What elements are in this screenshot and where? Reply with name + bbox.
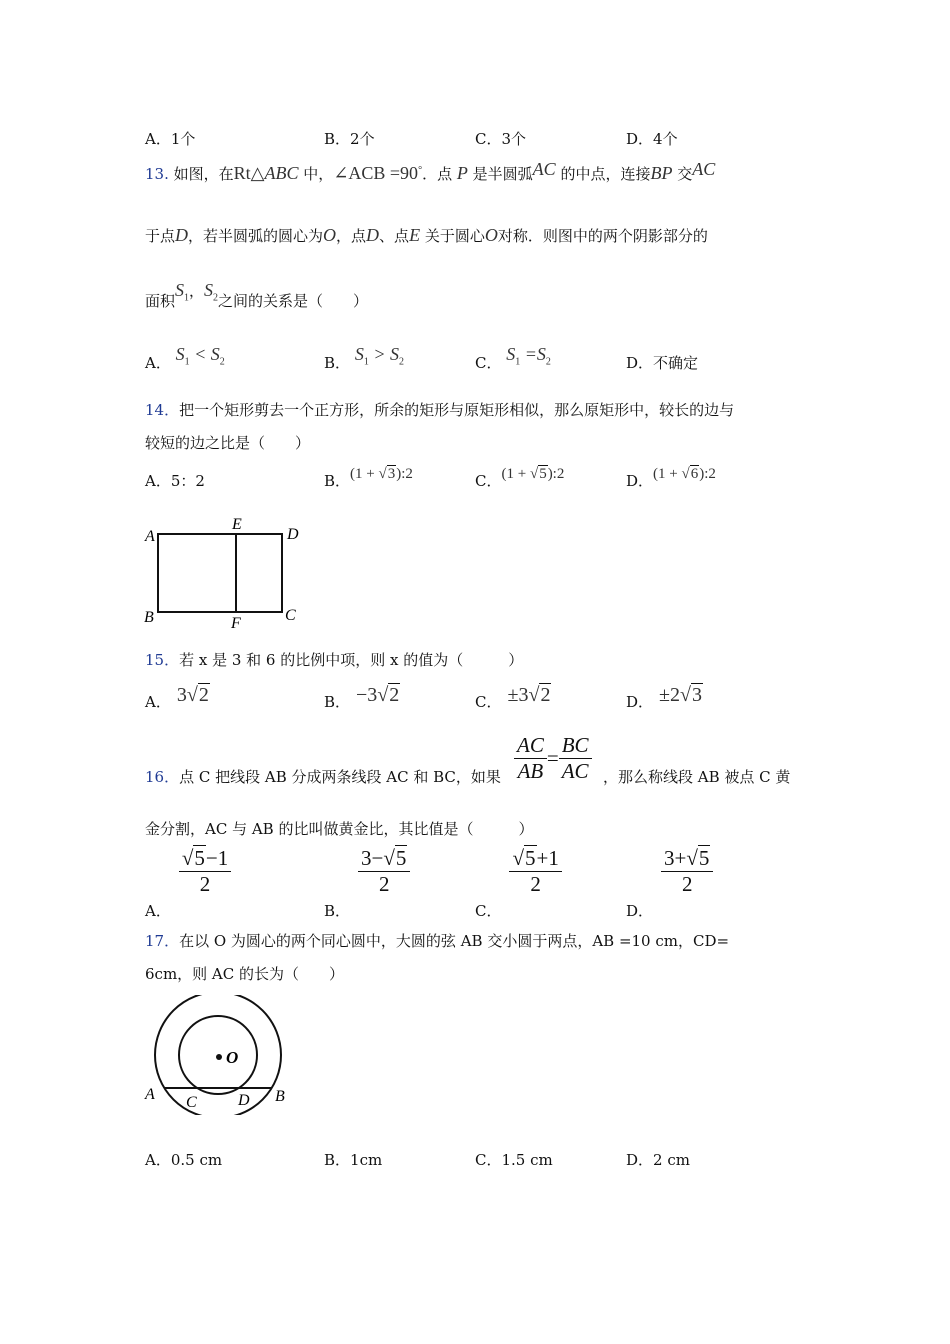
q13-number: 13. (145, 165, 169, 183)
q16-golden-ratio-formula: $\frac{AC}{AB}$ = $\frac{BC}{AC}$ (514, 733, 592, 784)
q13-text: 面积 (145, 292, 176, 310)
q14-text: 把一个矩形剪去一个正方形，所余的矩形与原矩形相似，那么原矩形中，较长的边与 (179, 401, 735, 419)
q13-s2: $S_2$ (204, 280, 219, 304)
q12-option-a[interactable]: A．1个 (145, 130, 196, 148)
q16-line1-end: ，那么称线段 AB 被点 C 黄 (603, 768, 791, 786)
q13-degree: ° (418, 165, 423, 176)
q17-text: 在以 O 为圆心的两个同心圆中，大圆的弦 AB 交小圆于两点，AB =10 cm，CD= (179, 932, 730, 950)
label-a: A (145, 528, 155, 545)
label-b: B (275, 1088, 285, 1105)
q13-line3 (145, 280, 369, 314)
label-f: F (231, 615, 241, 632)
label-o: O (226, 1048, 239, 1067)
q13-text: ，点 (336, 227, 367, 245)
label-c: C (285, 607, 296, 624)
q13-ac: AC (692, 159, 716, 179)
q13-point-p: P (456, 163, 468, 183)
q13-text: 于点 (145, 227, 176, 245)
q14-option-a[interactable]: A．5：2 (145, 472, 205, 490)
q12-option-c[interactable]: C．3个 (475, 130, 527, 148)
q16-option-c[interactable]: C． $\frac{√5+1}{2}$ (475, 846, 562, 897)
label-d: D (238, 1092, 250, 1109)
option-label: D． (626, 354, 654, 372)
q14-rectangle-figure (140, 512, 315, 632)
label-c: C (186, 1094, 197, 1111)
q13-text: 交 (677, 165, 693, 183)
q15-option-b[interactable]: B． −3√2 (324, 684, 400, 711)
q15-option-c[interactable]: C． ±3√2 (475, 684, 551, 711)
q13-text: ，若半圆弧的圆心为 (188, 227, 324, 245)
q14-line1 (145, 399, 734, 420)
q17-option-d[interactable]: D．2 cm (626, 1151, 690, 1169)
q15-option-d[interactable]: D． ±2√3 (626, 684, 702, 711)
q16-option-b[interactable]: B． $\frac{3-√5}{2}$ (324, 846, 410, 897)
fraction-ac-ab: $\frac{AC}{AB}$ (514, 733, 547, 784)
q13-center-o: O (323, 225, 337, 245)
q15-text: 若 x 是 3 和 6 的比例中项，则 x 的值为（ ） (179, 651, 524, 669)
q17-concentric-circles-figure (140, 995, 300, 1115)
q13-text: 的中点，连接 (560, 165, 651, 183)
q16-option-d[interactable]: D． $\frac{3+√5}{2}$ (626, 846, 713, 897)
option-label: B． (324, 354, 351, 372)
option-label: C． (475, 354, 502, 372)
q15-option-a[interactable]: A． 3√2 (145, 684, 209, 711)
fraction-bc-ac: $\frac{BC}{AC}$ (559, 733, 592, 784)
label-a: A (145, 1086, 155, 1103)
q13-arc-ac: AC (532, 159, 556, 179)
q14-option-d[interactable]: D．(1 + √6):2 (626, 466, 716, 490)
q13-line1 (145, 159, 716, 184)
q13-option-b[interactable]: B． $S_1 > S_2$ (324, 344, 404, 372)
q13-option-d[interactable] (626, 352, 698, 373)
q13-comma: ， (189, 282, 205, 300)
q13-bp: BP (650, 163, 673, 183)
q12-option-b[interactable]: B．2个 (324, 130, 375, 148)
option-text: 不确定 (653, 354, 699, 372)
q13-angle: ∠ACB =90 (333, 163, 419, 183)
q12-option-d[interactable]: D．4个 (626, 130, 678, 148)
q16-text: 点 C 把线段 AB 分成两条线段 AC 和 BC，如果 (179, 768, 501, 786)
q17-option-c[interactable]: C．1.5 cm (475, 1151, 553, 1169)
label-b: B (144, 609, 154, 626)
center-point (216, 1054, 222, 1060)
q13-point-d: D (175, 225, 189, 245)
q14-option-c[interactable]: C．(1 + √5):2 (475, 466, 565, 490)
q13-text: 关于圆心 (424, 227, 485, 245)
q14-option-b[interactable]: B．(1 + √3):2 (324, 466, 413, 490)
q13-option-c[interactable]: C． $S_1 =S_2$ (475, 344, 551, 372)
q16-line2: 金分割，AC 与 AB 的比叫做黄金比，其比值是（ ） (145, 820, 534, 838)
q13-point-d2: D (366, 225, 380, 245)
q13-abc: ABC (264, 163, 299, 183)
q13-text: 对称．则图中的两个阴影部分的 (497, 227, 708, 245)
q13-rt: Rt△ (233, 163, 265, 183)
q13-option-a[interactable]: A． $S_1 < S_2$ (145, 344, 225, 372)
q17-line1 (145, 930, 729, 951)
q13-point-e: E (409, 225, 421, 245)
q15-number: 15． (145, 651, 180, 669)
q17-option-a[interactable]: A．0.5 cm (145, 1151, 223, 1169)
q13-text: 中， (303, 165, 334, 183)
q16-number: 16． (145, 768, 180, 786)
q13-text: 之间的关系是（ ） (218, 292, 369, 310)
q13-text: 是半圆弧 (472, 165, 533, 183)
label-d: D (287, 526, 299, 543)
q17-line2: 6cm，则 AC 的长为（ ） (145, 965, 345, 983)
q14-line2: 较短的边之比是（ ） (145, 434, 311, 452)
label-e: E (232, 516, 242, 533)
q16-option-a[interactable]: A． $\frac{√5-1}{2}$ (145, 846, 231, 897)
outer-rectangle (158, 534, 282, 612)
q13-text: ．点 (422, 165, 453, 183)
q16-line1 (145, 766, 501, 787)
q15-line1 (145, 649, 523, 670)
q13-center-o2: O (484, 225, 498, 245)
q17-option-b[interactable]: B．1cm (324, 1151, 383, 1169)
q17-number: 17． (145, 932, 180, 950)
q13-s1: $S_1$ (175, 280, 190, 304)
option-label: A． (145, 354, 171, 372)
q13-text: 如图，在 (173, 165, 234, 183)
q14-number: 14． (145, 401, 180, 419)
q13-text: 、点 (379, 227, 410, 245)
q13-line2 (145, 225, 708, 246)
